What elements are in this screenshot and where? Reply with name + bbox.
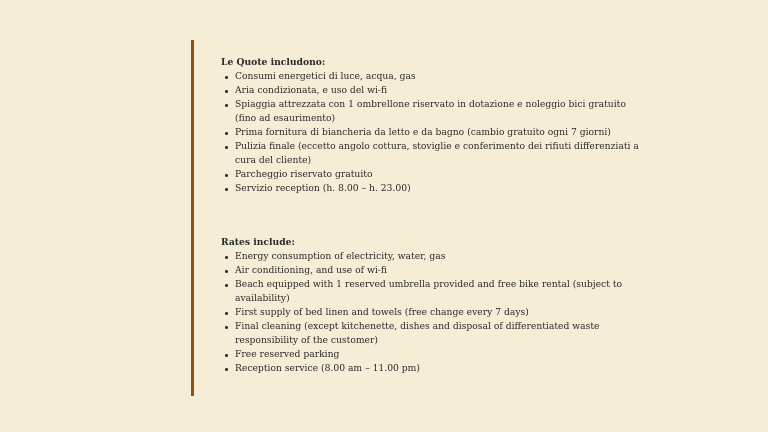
list-item: Servizio reception (h. 8.00 – h. 23.00) [221,182,641,196]
list-item: Reception service (8.00 am – 11.00 pm) [221,362,641,376]
list-item: Energy consumption of electricity, water, gas [221,250,641,264]
italian-heading: Le Quote includono: [221,57,326,68]
english-rates-section [221,236,641,376]
list-item: Final cleaning (except kitchenette, dishes and disposal of differentiated waste responsibility of the customer) [221,320,641,348]
english-list [221,250,641,376]
list-item: Free reserved parking [221,348,641,362]
english-heading: Rates include: [221,237,295,248]
italian-rates-section [221,56,641,196]
vertical-divider-rule [191,40,194,396]
list-item: Aria condizionata, e uso del wi-fi [221,84,641,98]
list-item: First supply of bed linen and towels (free change every 7 days) [221,306,641,320]
list-item: Beach equipped with 1 reserved umbrella provided and free bike rental (subject to availability) [221,278,641,306]
list-item: Spiaggia attrezzata con 1 ombrellone riservato in dotazione e noleggio bici gratuito (fino ad esaurimento) [221,98,641,126]
list-item: Prima fornitura di biancheria da letto e da bagno (cambio gratuito ogni 7 giorni) [221,126,641,140]
list-item: Pulizia finale (eccetto angolo cottura, stoviglie e conferimento dei rifiuti differenziati a cura del cliente) [221,140,641,168]
italian-list [221,70,641,196]
list-item: Air conditioning, and use of wi-fi [221,264,641,278]
list-item: Consumi energetici di luce, acqua, gas [221,70,641,84]
list-item: Parcheggio riservato gratuito [221,168,641,182]
